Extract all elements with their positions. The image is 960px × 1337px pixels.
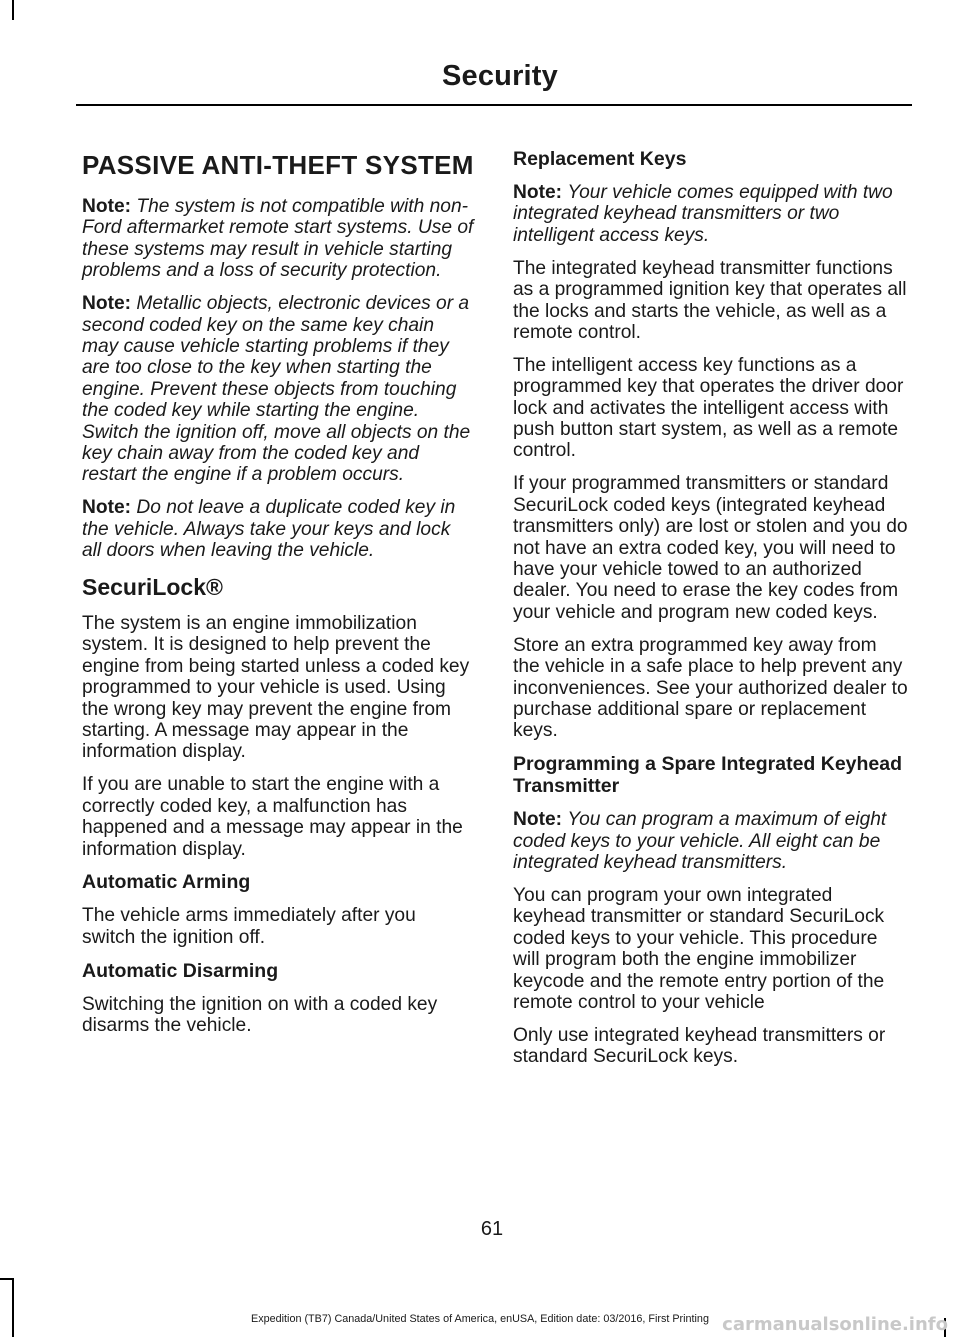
body-paragraph: Only use integrated keyhead transmitters or standard SecuriLock keys. — [513, 1024, 886, 1068]
page-number: 61 — [480, 1218, 504, 1240]
replacement-keys-heading: Replacement Keys — [513, 148, 687, 170]
note-label: Note: — [513, 182, 563, 203]
body-paragraph: You can program your own integrated keyhead transmitter or standard SecuriLock coded keys to your vehicle. This procedure will program both the engine immobilizer keycode and the remote entry portion of the remote control to your vehicle — [513, 884, 885, 1013]
crop-mark-bottom-left-h — [0, 1278, 14, 1280]
footer-edition-info: Expedition (TB7) Canada/United States of America, enUSA, Edition date: 03/2016, First Printing — [251, 1313, 709, 1325]
body-paragraph: If your programmed transmitters or standard SecuriLock coded keys (integrated keyhead transmitters only) are lost or stolen and you do not have an extra coded key, you will need to have your vehicle towed to an authorized dealer. You need to erase the key codes from your vehicle and program new coded keys. — [513, 473, 908, 623]
left-column — [82, 148, 474, 1048]
crop-mark-top-left — [12, 0, 14, 20]
note-text: You can program a maximum of eight coded keys to your vehicle. All eight can be integrated keyhead transmitters. — [513, 809, 887, 874]
note-text: The system is not compatible with non-Ford aftermarket remote start systems. Use of these systems may result in vehicle starting problems and a loss of security protection. — [82, 196, 474, 282]
note-paragraph — [82, 497, 474, 561]
note-paragraph — [513, 182, 908, 246]
watermark: carmanualsonline.info — [722, 1314, 948, 1335]
automatic-arming-heading: Automatic Arming — [82, 871, 251, 894]
note-label: Note: — [82, 196, 132, 217]
securilock-heading: SecuriLock® — [82, 574, 223, 600]
body-paragraph: If you are unable to start the engine with a correctly coded key, a malfunction has happened and a message may appear in the information display. — [82, 774, 463, 860]
note-paragraph — [82, 196, 474, 282]
header-divider — [76, 104, 912, 106]
note-label: Note: — [513, 809, 563, 831]
note-text: Metallic objects, electronic devices or a second coded key on the same key chain may cause vehicle starting problems if they are too close to the key when starting the engine. Prevent these objects from touching the coded key while starting the engine. Switch the ignition off, move all objects on the key chain away from the coded key and restart the engine if a problem occurs. — [82, 293, 471, 486]
body-paragraph: Store an extra programmed key away from the vehicle in a safe place to help prevent any inconveniences. See your authorized dealer to purchase additional spare or replacement keys. — [513, 634, 908, 742]
note-paragraph — [513, 809, 908, 873]
crop-mark-bottom-left — [12, 1278, 14, 1337]
right-column — [513, 148, 908, 1079]
body-paragraph: The vehicle arms immediately after you switch the ignition off. — [82, 905, 416, 948]
automatic-disarming-heading: Automatic Disarming — [82, 959, 279, 982]
note-text: Your vehicle comes equipped with two integrated keyhead transmitters or two intelligent access keys. — [513, 182, 893, 246]
body-paragraph: Switching the ignition on with a coded key disarms the vehicle. — [82, 993, 438, 1037]
note-paragraph — [82, 293, 474, 486]
note-label: Note: — [82, 293, 132, 315]
body-paragraph: The intelligent access key functions as a programmed key that operates the driver door lock and activates the intelligent access with push button start system, as well as a remote control. — [513, 354, 904, 462]
note-text: Do not leave a duplicate coded key in the vehicle. Always take your keys and lock all doors when leaving the vehicle. — [82, 497, 456, 562]
body-paragraph: The system is an engine immobilization system. It is designed to help prevent the engine from being started unless a coded key programmed to your vehicle is used. Using the wrong key may prevent the engine from starting. A message may appear in the information display. — [82, 613, 470, 763]
note-label: Note: — [82, 497, 132, 519]
passive-anti-theft-heading: PASSIVE ANTI-THEFT SYSTEM — [82, 150, 474, 180]
body-paragraph: The integrated keyhead transmitter functions as a programmed ignition key that operates all the locks and starts the vehicle, as well as a remote control. — [513, 257, 907, 343]
programming-spare-heading: Programming a Spare Integrated Keyhead Transmitter — [513, 753, 903, 798]
section-title: Security — [441, 60, 558, 92]
